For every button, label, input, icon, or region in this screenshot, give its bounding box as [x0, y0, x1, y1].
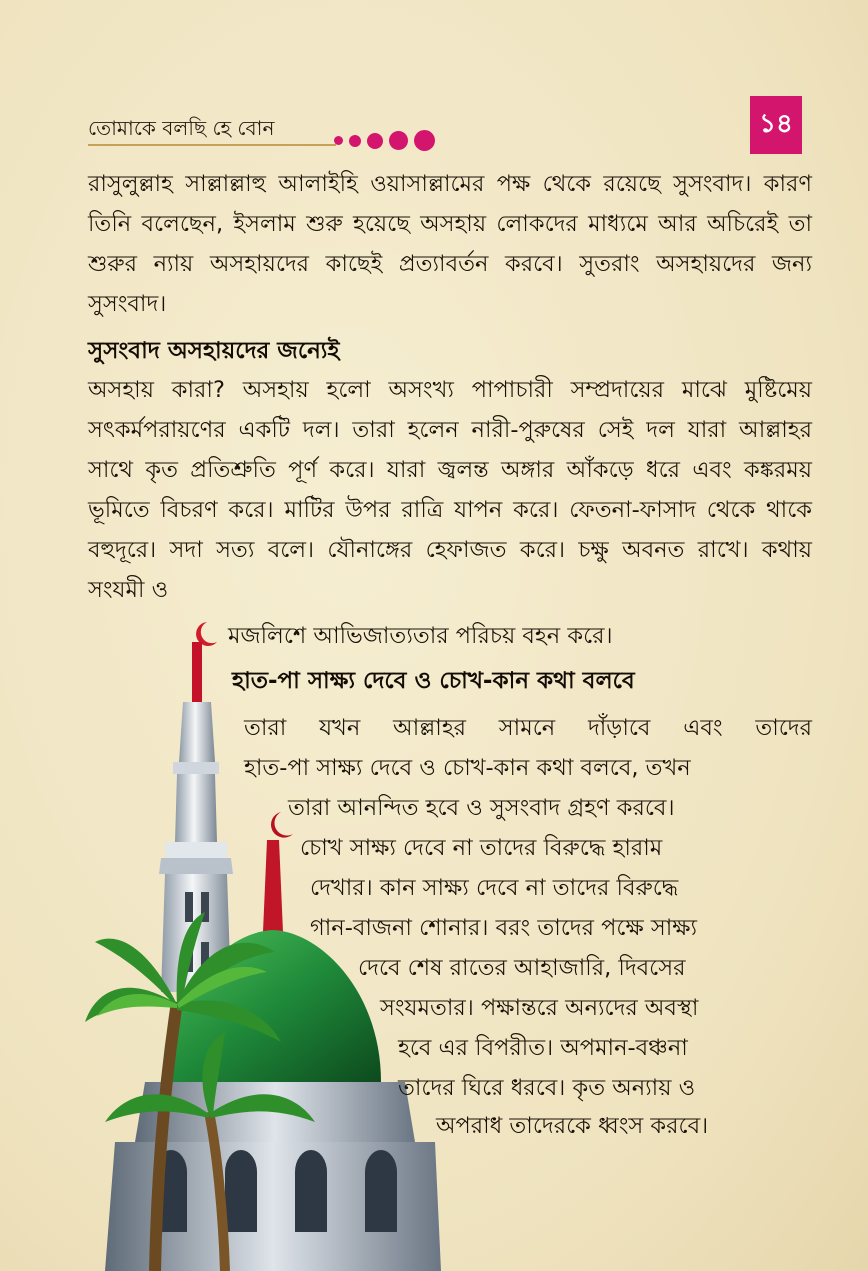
header-rule — [88, 144, 336, 146]
dot-icon — [334, 136, 343, 145]
text-line: তারা যখন আল্লাহর সামনে দাঁড়াবে এবং তাদের — [244, 715, 812, 741]
text-line: সংযমতার। পক্ষান্তরে অন্যদের অবস্থা — [380, 995, 699, 1021]
text-line: দেবে শেষ রাতের আহাজারি, দিবসের — [358, 955, 686, 981]
dot-icon — [389, 131, 408, 150]
text-line: অপরাধ তাদেরকে ধ্বংস করবে। — [436, 1113, 709, 1139]
page-header — [88, 108, 828, 158]
dot-icon — [414, 130, 435, 151]
paragraph-who-are-helpless: অসহায় কারা? অসহায় হলো অসংখ্য পাপাচারী সম্প্রদায়ের মাঝে মুষ্টিমেয় সৎকর্মপরায়ণের একটি দল। তারা হলেন নারী-পুরুষের সেই দল যারা আল্লাহর সাথে কৃত প্রতিশ্রুতি পূর্ণ করে। যারা জ্বলন্ত অঙ্গার আঁকড়ে ধরে এবং কঙ্করময় ভূমিতে বিচরণ করে। মাটির উপর রাত্রি যাপন করে। ফেতনা-ফাসাদ থেকে থাকে বহুদূরে। সদা সত্য বলে। যৌনাঙ্গের হেফাজত করে। চক্ষু অবনত রাখে। কথায় সংযমী ও — [88, 377, 812, 603]
text-line: দেখার। কান সাক্ষ্য দেবে না তাদের বিরুদ্ধে — [310, 875, 679, 901]
text-line: হবে এর বিপরীত। অপমান-বঞ্চনা — [398, 1035, 688, 1061]
text-line: তাদের ঘিরে ধরবে। কৃত অন্যায় ও — [398, 1075, 696, 1101]
book-title: তোমাকে বলছি হে বোন — [88, 116, 275, 140]
text-line: চোখ সাক্ষ্য দেবে না তাদের বিরুদ্ধে হারাম — [300, 835, 663, 861]
decorative-dots — [334, 130, 435, 151]
page-number: ১৪ — [750, 96, 802, 154]
text-line: গান-বাজনা শোনার। বরং তাদের পক্ষে সাক্ষ্য — [310, 915, 697, 941]
section-heading-1: সুসংবাদ অসহায়দের জন্যেই — [88, 338, 340, 364]
dot-icon — [367, 133, 383, 149]
section-heading-2: হাত-পা সাক্ষ্য দেবে ও চোখ-কান কথা বলবে — [232, 668, 635, 694]
paragraph-2-last-line: মজলিশে আভিজাত্যতার পরিচয় বহন করে। — [228, 623, 613, 649]
text-line: তারা আনন্দিত হবে ও সুসংবাদ গ্রহণ করবে। — [288, 795, 675, 821]
paragraph-intro: রাসুলুল্লাহ সাল্লাল্লাহু আলাইহি ওয়াসাল্লামের পক্ষ থেকে রয়েছে সুসংবাদ। কারণ তিনি বলেছেন, ইসলাম শুরু হয়েছে অসহায় লোকদের মাধ্যমে আর অচিরেই তা শুরুর ন্যায় অসহায়দের কাছেই প্রত্যাবর্তন করবে। সুতরাং অসহায়দের জন্য সুসংবাদ। — [88, 171, 812, 317]
text-line: হাত-পা সাক্ষ্য দেবে ও চোখ-কান কথা বলবে, তখন — [244, 755, 691, 781]
dot-icon — [349, 135, 361, 147]
